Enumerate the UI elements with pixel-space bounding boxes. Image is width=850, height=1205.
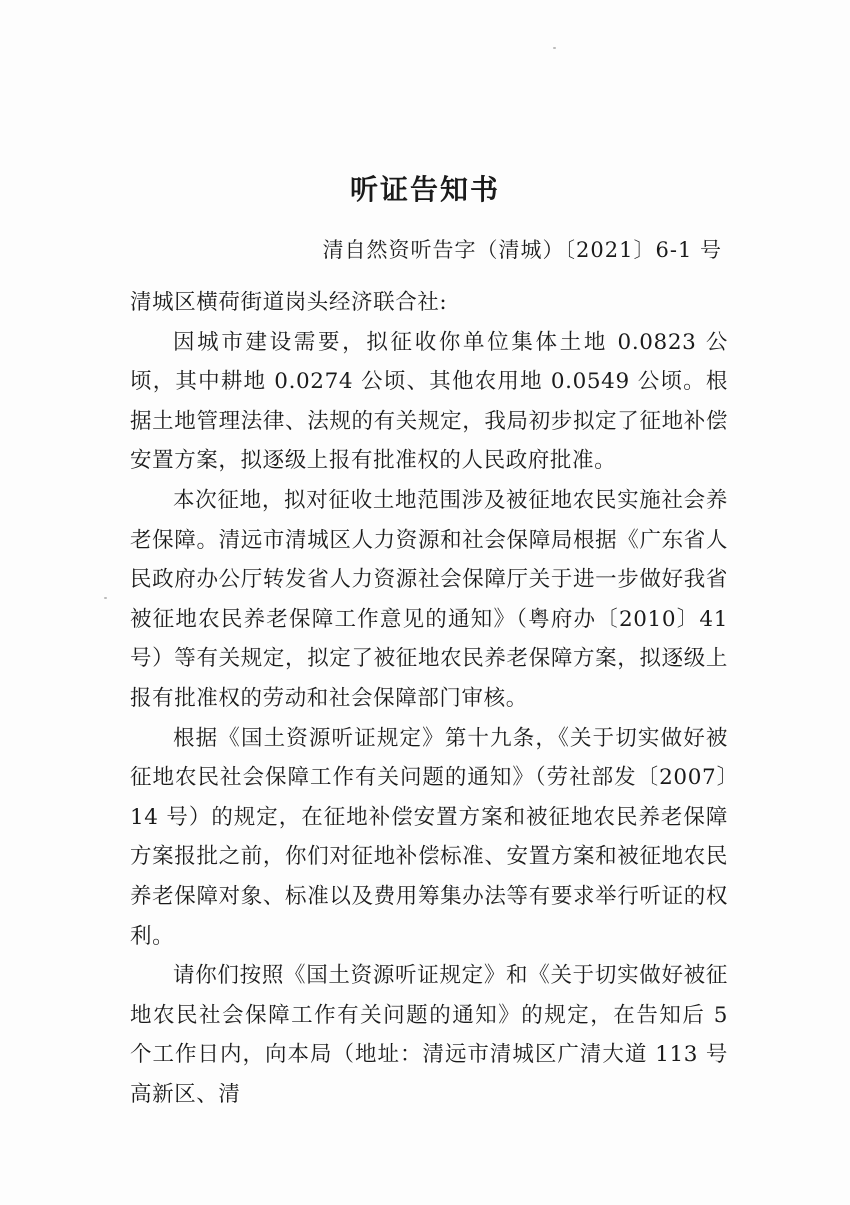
paragraph-hearing-rights: 根据《国土资源听证规定》第十九条，《关于切实做好被征地农民社会保障工作有关问题的通知》（劳社部发〔2007〕14 号）的规定，在征地补偿安置方案和被征地农民养老保障方案报批之前，你们对征地补偿标准、安置方案和被征地农民养老保障对象、标准以及费用筹集办法等有要求举行听证的权利。 <box>130 725 728 949</box>
scan-speck <box>553 47 556 49</box>
document-title: 听证告知书 <box>349 173 500 206</box>
document-number: 清自然资听告字（清城）〔2021〕6-1 号 <box>322 238 722 262</box>
paragraph-pension-security: 本次征地，拟对征收土地范围涉及被征地农民实施社会养老保障。清远市清城区人力资源和社会保障局根据《广东省人民政府办公厅转发省人力资源社会保障厅关于进一步做好我省被征地农民养老保障工作意见的通知》（粤府办〔2010〕41 号）等有关规定，拟定了被征地农民养老保障方案，拟逐级上报有批准权的劳动和社会保障部门审核。 <box>130 487 728 711</box>
paragraph-land-acquisition: 因城市建设需要，拟征收你单位集体土地 0.0823 公顷，其中耕地 0.0274 公顷、其他农用地 0.0549 公顷。根据土地管理法律、法规的有关规定，我局初步拟定了征地补偿安置方案，拟逐级上报有批准权的人民政府批准。 <box>130 329 728 474</box>
document-body <box>130 283 728 1114</box>
salutation: 清城区横荷街道岗头经济联合社: <box>130 290 448 315</box>
paragraph-hearing-request: 请你们按照《国土资源听证规定》和《关于切实做好被征地农民社会保障工作有关问题的通知》的规定，在告知后 5 个工作日内，向本局（地址：清远市清城区广清大道 113 号高新区、清 <box>130 963 728 1107</box>
scan-speck <box>104 597 107 599</box>
